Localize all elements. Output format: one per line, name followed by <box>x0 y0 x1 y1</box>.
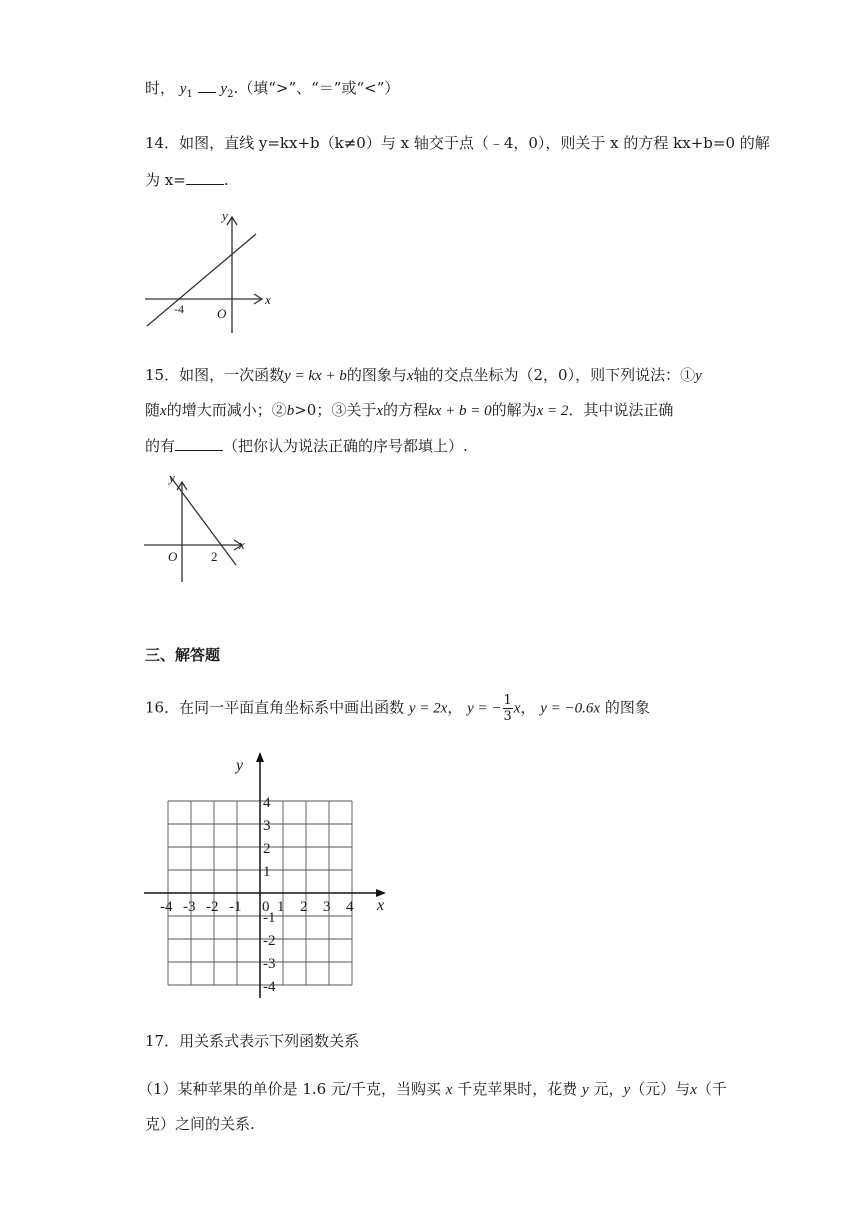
q16-separator: ， <box>447 698 463 717</box>
x-tick-label: -2 <box>206 899 219 915</box>
x-tick-label: 3 <box>323 899 331 915</box>
q13-answer-blank[interactable] <box>198 78 216 93</box>
q16-separator: ， <box>520 698 536 717</box>
q16-text-a: 16．在同一平面直角坐标系中画出函数 <box>145 698 405 717</box>
q15-answer-blank[interactable] <box>175 436 223 451</box>
q15-var-x: x <box>160 403 167 419</box>
q16-text <box>145 693 650 724</box>
q13-suffix: .（填“>”、“＝”或“<”） <box>233 79 400 97</box>
q15-var-y: y <box>695 368 702 384</box>
x-tick-label: 4 <box>346 899 354 915</box>
q15-line2 <box>145 400 673 421</box>
q14-y-label: y <box>222 208 228 223</box>
q14-line1: 14．如图，直线 y=kx+b（k≠0）与 x 轴交于点（﹣4，0），则关于 x 的方程 kx+b=0 的解 <box>145 134 770 152</box>
y-tick-label: -4 <box>263 979 276 995</box>
y-tick-label: 2 <box>263 841 271 857</box>
q17-text: （千 <box>696 1080 727 1098</box>
q15-text: 的有 <box>145 437 176 455</box>
q14-line2-suffix: . <box>223 171 229 189</box>
q17-var-y: y <box>582 1082 589 1098</box>
q15-var-b: b <box>286 403 295 419</box>
q15-text: 的增大而减小；② <box>166 401 287 419</box>
x-tick-label: -1 <box>229 899 242 915</box>
q15-x-label: x <box>239 537 245 552</box>
q15-var-x: x <box>406 368 414 384</box>
q17-var-y: y <box>623 1082 631 1098</box>
q15-text: ．其中说法正确 <box>568 401 674 419</box>
q15-var-x: x <box>376 403 383 419</box>
q17-text: 元， <box>593 1080 624 1098</box>
q17-text: （1）某种苹果的单价是 1.6 元/千克，当购买 <box>138 1080 441 1098</box>
y-tick-label: -2 <box>263 933 276 949</box>
q16-function-3: y = −0.6x <box>540 700 601 717</box>
q14-function-line <box>147 234 256 326</box>
q14-origin-label: O <box>217 306 227 321</box>
y-axis-arrow <box>256 752 264 762</box>
q17-part1-line2: 克）之间的关系. <box>145 1115 255 1133</box>
q14-intercept-label: -4 <box>174 302 184 316</box>
q15-intercept-label: 2 <box>211 549 218 564</box>
q15-text: 轴的交点坐标为（2，0），则下列说法：① <box>413 366 696 384</box>
y-tick-label: 1 <box>263 864 271 880</box>
q13-prefix: 时， <box>145 79 176 97</box>
q16-text-b: 的图象 <box>604 698 650 717</box>
x-axis-arrow <box>376 889 386 897</box>
q16-fraction-den: 3 <box>503 709 512 724</box>
q15-graph <box>140 468 260 588</box>
q16-function-2-lhs: y = − <box>467 700 502 717</box>
q16-function-1: y = 2x <box>408 700 448 717</box>
q13-y2-sub: 2 <box>227 89 234 100</box>
q17-part1-line1 <box>138 1079 727 1100</box>
x-tick-label: 2 <box>300 899 308 915</box>
q14-line2-prefix: 为 x= <box>145 171 186 189</box>
q13-tail <box>145 78 399 105</box>
q16-fraction-num: 1 <box>503 693 512 708</box>
q15-y-label: y <box>169 470 175 485</box>
x-axis-label: x <box>377 897 385 914</box>
q13-y1-sub: 1 <box>186 89 193 100</box>
q15-solution: x = 2 <box>536 403 569 419</box>
q15-text: 15．如图，一次函数 <box>145 366 285 384</box>
q15-text: 的解为 <box>491 401 537 419</box>
q17-text: 千克苹果时，花费 <box>457 1080 578 1098</box>
q17-text: （元）与 <box>630 1080 691 1098</box>
y-tick-label: -1 <box>263 910 276 926</box>
q15-function-line <box>170 476 236 565</box>
q15-text: 的图象与 <box>346 366 407 384</box>
q15-eq: y = kx + b <box>284 368 347 384</box>
y-axis-label: y <box>236 757 244 774</box>
q17-title: 17．用关系式表示下列函数关系 <box>145 1032 360 1050</box>
q17-var-x: x <box>445 1082 453 1098</box>
q15-text: >0；③关于 <box>294 401 377 419</box>
q15-eq2: kx + b = 0 <box>428 403 492 419</box>
q16-fraction <box>503 693 513 724</box>
x-tick-label: -3 <box>183 899 196 915</box>
q16-coordinate-grid <box>140 750 400 1010</box>
q13-y2: y <box>220 81 228 97</box>
q14-graph <box>140 205 280 335</box>
q15-line1 <box>145 365 702 386</box>
x-tick-label: 1 <box>277 899 285 915</box>
q13-y1: y <box>179 81 187 97</box>
q17-var-x: x <box>690 1082 697 1098</box>
q15-origin-label: O <box>168 549 178 564</box>
q14-x-label: x <box>265 292 271 307</box>
q15-line3 <box>145 436 468 456</box>
y-tick-label: -3 <box>263 956 276 972</box>
y-tick-label: 3 <box>263 818 271 834</box>
q14-line2 <box>145 170 229 190</box>
q16-function-2-rhs: x <box>513 700 521 717</box>
x-tick-label: -4 <box>160 899 173 915</box>
x-tick-label: 0 <box>262 899 270 915</box>
q15-text: 随 <box>145 401 161 419</box>
section-title: 三、解答题 <box>145 646 221 664</box>
q15-text: 的方程 <box>383 401 429 419</box>
q14-answer-blank[interactable] <box>186 170 224 185</box>
y-tick-label: 4 <box>263 795 271 811</box>
q15-text: （把你认为说法正确的序号都填上）. <box>223 437 468 455</box>
